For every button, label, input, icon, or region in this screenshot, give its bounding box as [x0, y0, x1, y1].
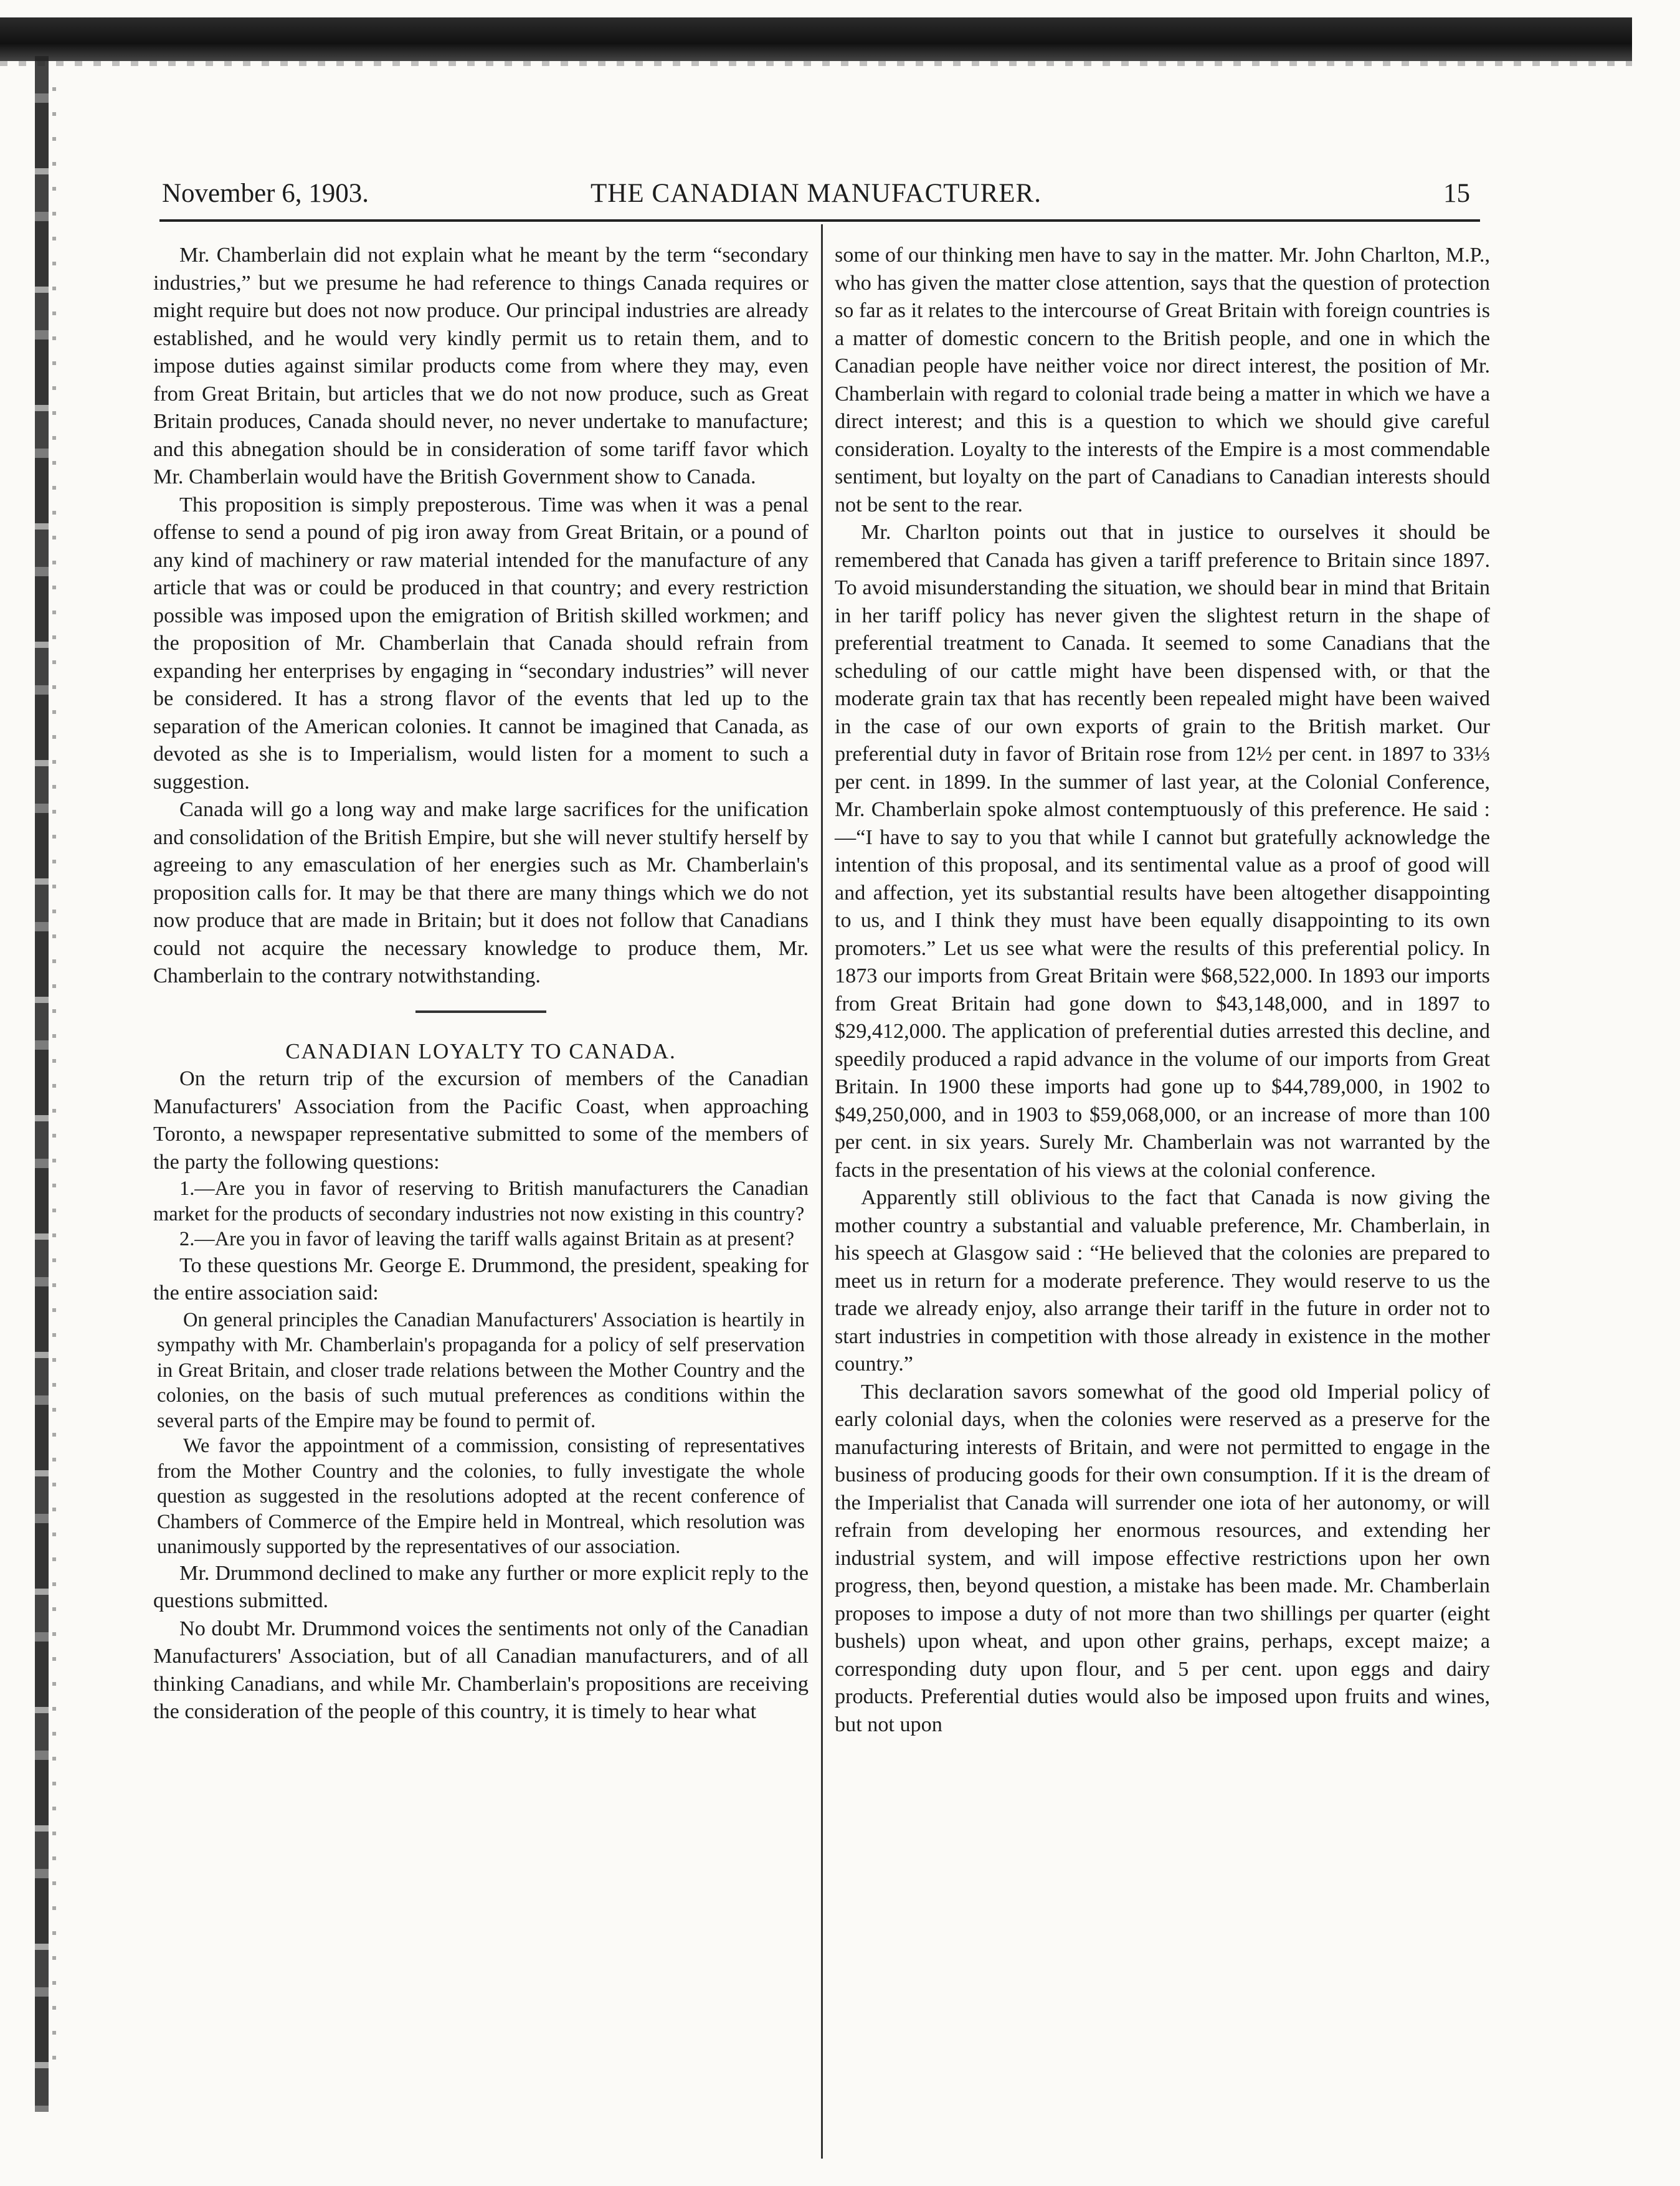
header-rule: [159, 219, 1480, 222]
paragraph: Mr. Chamberlain did not explain what he meant by the term “secondary industries,” but we presume he had reference to things Canada requires or might require but does not now produce. Our principal industries are already established, and he would very kindly permit us to retain them, and to impose duties against similar products come from where they may, even from Great Britain, but articles that we do not now produce, such as Great Britain produces, Canada should never, no never undertake to manufacture; and this abnegation should be in consideration of some tariff favor which Mr. Chamberlain would have the British Government show to Canada.: [153, 244, 809, 488]
section-divider: [415, 1010, 546, 1013]
paragraph: Canada will go a long way and make large sacrifices for the unification and consolidation of the British Empire, but she will never stultify herself by agreeing to any emasculation of her energies such as Mr. Chamberlain's proposition calls for. It may be that there are many things which we do not now produce that are made in Britain; but it does not follow that Canadians could not acquire the necessary knowledge to produce them, Mr. Chamberlain to the contrary notwithstanding.: [153, 798, 809, 987]
paragraph: This declaration savors somewhat of the good old Imperial policy of early colonial days, when the colonies were reserved as a preserve for the manufacturing interests of Britain, and were not permitted to engage in the business of producing goods for their own consumption. If it is the dream of the Imperialist that Canada will surrender one iota of her autonomy, or will refrain from developing her enormous resources, and extending her industrial system, and will impose effective restrictions upon her own progress, then, beyond question, a mistake has been made. Mr. Chamberlain proposes to impose a duty of not more than two shillings per quarter (eight bushels) upon wheat, and upon other grains, perhaps, except maize; a corresponding duty upon flour, and 5 per cent. upon eggs and dairy products. Preferential duties would also be imposed upon fruits and wines, but not upon: [835, 1380, 1490, 1736]
scan-speckle: [52, 87, 56, 2081]
right-column: [835, 242, 1490, 1739]
paragraph: some of our thinking men have to say in the matter. Mr. John Charlton, M.P., who has given the matter close attention, says that the question of protection so far as it relates to the intercourse of Great Britain with foreign countries is a matter of domestic concern to the British people, and one in which the Canadian people have neither voice nor direct interest, the position of Mr. Chamberlain with regard to colonial trade being a matter in which we have a direct interest; and this is a question to which we should give careful consideration. Loyalty to the interests of the Empire is a most commendable sentiment, but loyalty on the part of Canadians to Canadian interests should not be sent to the rear.: [835, 244, 1490, 516]
paragraph: This proposition is simply preposterous. Time was when it was a penal offense to send a pound of pig iron away from Great Britain, or a pound of any kind of machinery or raw material intended for the manufacture of any article that was or could be produced in that country; and every restriction possible was imposed upon the emigration of British skilled workmen; and the proposition of Mr. Chamberlain that Canada should refrain from expanding her enterprises by engaging in “secondary industries” will never be considered. It has a strong flavor of the events that led up to the separation of the American colonies. It cannot be imagined that Canada, as devoted as she is to Imperialism, would listen for a moment to such a suggestion.: [153, 493, 809, 794]
page-number: 15: [1443, 179, 1470, 208]
quoted-reply: On general principles the Canadian Manufacturers' Association is heartily in sympathy with Mr. Chamberlain's propaganda for a policy of self preservation in Great Britain, and closer trade relations between the Mother Country and the colonies, on the basis of such mutual preferences as conditions within the several parts of the Empire may be found to permit of.: [157, 1308, 805, 1432]
paragraph: On the return trip of the excursion of members of the Canadian Manufacturers' Association from the Pacific Coast, when approaching Toronto, a newspaper representative submitted to some of the members of the party the following questions:: [153, 1067, 809, 1174]
article-heading: CANADIAN LOYALTY TO CANADA.: [285, 1038, 676, 1063]
question-2: 2.—Are you in favor of leaving the tariff walls against Britain as at present?: [179, 1228, 795, 1250]
issue-date: November 6, 1903.: [162, 179, 369, 208]
column-rule: [821, 224, 823, 2159]
paragraph: To these questions Mr. George E. Drummond, the president, speaking for the entire association said:: [153, 1253, 809, 1304]
quoted-reply: We favor the appointment of a commission, consisting of representatives from the Mother Country and the colonies, to fully investigate the whole question as suggested in the resolutions adopted at the recent conference of Chambers of Commerce of the Empire held in Montreal, which resolution was unanimously supported by the representatives of our association.: [157, 1435, 805, 1558]
question-1: 1.—Are you in favor of reserving to British manufacturers the Canadian market for the products of secondary industries not now existing in this country?: [153, 1177, 809, 1225]
paragraph: Mr. Drummond declined to make any further or more explicit reply to the questions submitted.: [153, 1561, 809, 1612]
paragraph: Mr. Charlton points out that in justice to ourselves it should be remembered that Canada has given a tariff preference to Britain since 1897. To avoid misunderstanding the situation, we should bear in mind that Britain in her tariff policy has never given the slightest return in the shape of preferential treatment to Canada. It seemed to some Canadians that the scheduling of our cattle might have been dispensed with, or that the moderate grain tax that has recently been repealed might have been waived in the case of our own exports of grain to the British market. Our preferential duty in favor of Britain rose from 12½ per cent. in 1897 to 33⅓ per cent. in 1899. In the summer of last year, at the Colonial Conference, Mr. Chamberlain spoke almost contemptuously of this preference. He said :—“I have to say to you that while I cannot but gratefully acknowledge the intention of this proposal, and its sentimental value as a proof of good will and affection, yet its substantial results have been altogether disappointing to us, and I think they must have been equally disappointing to its own promoters.” Let us see what were the results of this preferential policy. In 1873 our imports from Great Britain were $68,522,000. In 1893 our imports from Great Britain had gone down to $43,148,000, and in 1897 to $29,412,000. The application of preferential duties arrested this decline, and speedily produced a rapid advance in the volume of our imports from Great Britain. In 1900 these imports had gone up to $44,789,000, in 1902 to $49,250,000, and in 1903 to $59,068,000, or an increase of more than 100 per cent. in six years. Surely Mr. Chamberlain was not warranted by the facts in the presentation of his views at the colonial conference.: [835, 521, 1490, 1182]
scan-border-left: [35, 56, 49, 2112]
running-header: [149, 174, 1483, 213]
paragraph: Apparently still oblivious to the fact that Canada is now giving the mother country a substantial and valuable preference, Mr. Chamberlain, in his speech at Glasgow said : “He believed that the colonies are prepared to meet us in return for a moderate preference. They would reserve to us the trade we already enjoy, also arrange their tariff in the future in order not to start industries in competition with those already in existence in the mother country.”: [835, 1186, 1490, 1376]
paragraph: No doubt Mr. Drummond voices the sentiments not only of the Canadian Manufacturers' Association, but of all Canadian manufacturers, and of all thinking Canadians, and while Mr. Chamberlain's propositions are receiving the consideration of the people of this country, it is timely to hear what: [153, 1617, 809, 1723]
publication-title: THE CANADIAN MANUFACTURER.: [591, 179, 1042, 208]
left-column: [153, 242, 809, 1726]
scan-border-top: [0, 17, 1632, 61]
